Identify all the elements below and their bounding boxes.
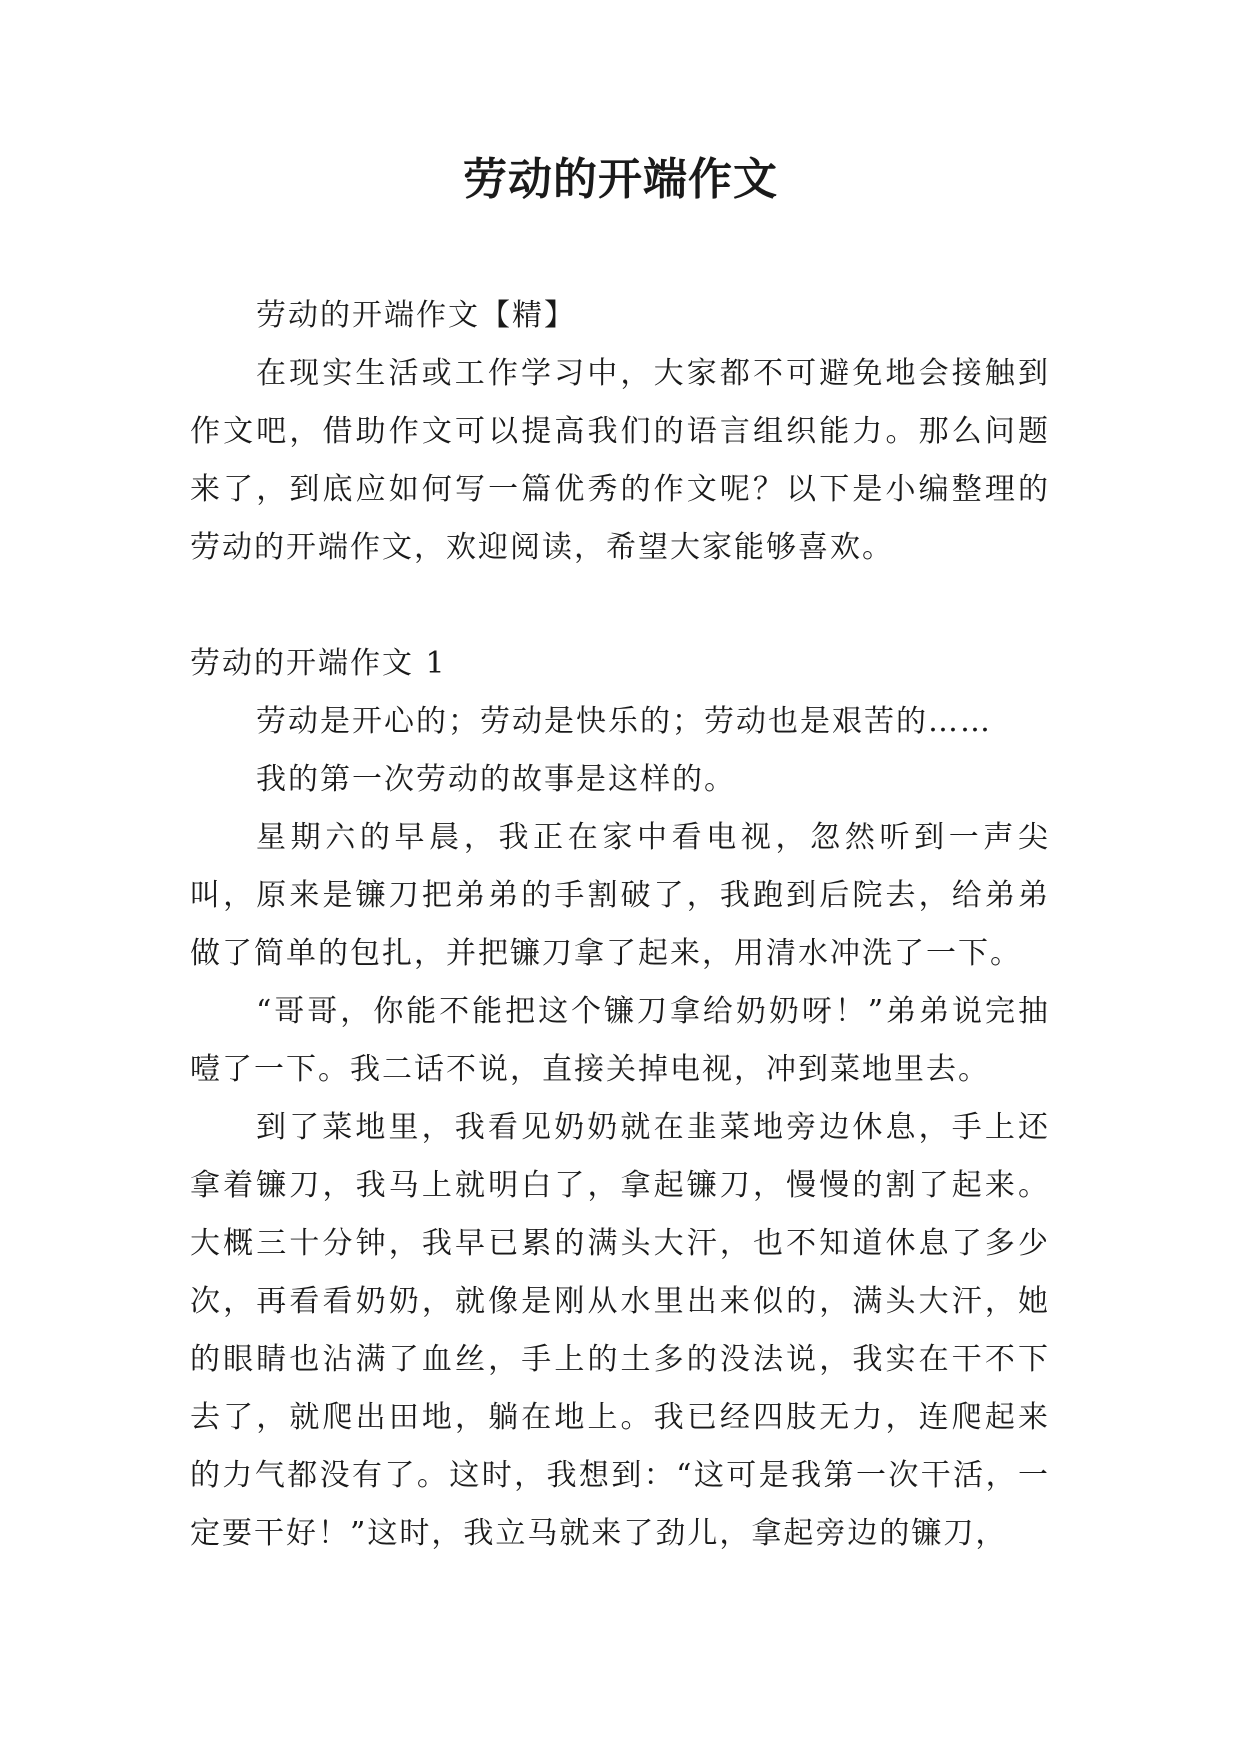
essay-paragraph: 星期六的早晨，我正在家中看电视，忽然听到一声尖叫，原来是镰刀把弟弟的手割破了，我跑到后院去，给弟弟做了简单的包扎，并把镰刀拿了起来，用清水冲洗了一下。 <box>190 820 1050 971</box>
essay-heading: 劳动的开端作文 1 <box>190 646 447 681</box>
essay-paragraph: “哥哥，你能不能把这个镰刀拿给奶奶呀！”弟弟说完抽噎了一下。我二话不说，直接关掉电视，冲到菜地里去。 <box>190 994 1050 1087</box>
intro-subtitle: 劳动的开端作文【精】 <box>256 298 576 333</box>
intro-section <box>190 287 1050 577</box>
essay-paragraph: 到了菜地里，我看见奶奶就在韭菜地旁边休息，手上还拿着镰刀，我马上就明白了，拿起镰刀，慢慢的割了起来。大概三十分钟，我早已累的满头大汗，也不知道休息了多少次，再看看奶奶，就像是刚从水里出来似的，满头大汗，她的眼睛也沾满了血丝，手上的土多的没法说，我实在干不下去了，就爬出田地，躺在地上。我已经四肢无力，连爬起来的力气都没有了。这时，我想到：“这可是我第一次干活，一定要干好！”这时，我立马就来了劲儿，拿起旁边的镰刀， <box>190 1110 1050 1551</box>
essay-paragraph: 我的第一次劳动的故事是这样的。 <box>256 762 736 797</box>
essay-section <box>190 635 1050 1563</box>
essay-paragraph: 劳动是开心的；劳动是快乐的；劳动也是艰苦的…… <box>256 704 992 739</box>
document-title: 劳动的开端作文 <box>463 154 778 205</box>
intro-paragraph: 在现实生活或工作学习中，大家都不可避免地会接触到作文吧，借助作文可以提高我们的语言组织能力。那么问题来了，到底应如何写一篇优秀的作文呢？以下是小编整理的劳动的开端作文，欢迎阅读，希望大家能够喜欢。 <box>190 356 1050 565</box>
